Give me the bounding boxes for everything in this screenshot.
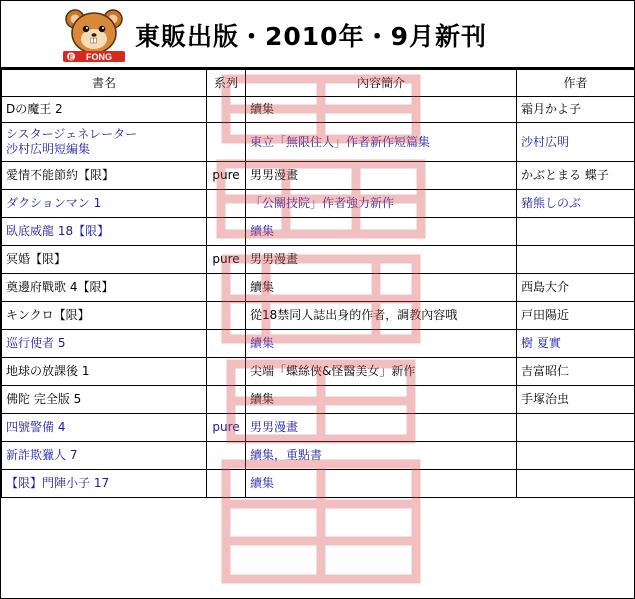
series-cell [207, 442, 246, 470]
table-row [2, 330, 635, 358]
release-table [1, 69, 635, 498]
author-cell: 霜月かよ子 [517, 97, 635, 123]
book-title-cell: シスタージェネレーター 沙村広明短編集 [2, 123, 207, 162]
author-cell: かぶとまる 蝶子 [517, 162, 635, 190]
author-cell: 戸田陽近 [517, 302, 635, 330]
description-cell: 東立「無限住人」作者新作短篇集 [246, 123, 517, 162]
column-header-title: 書名 [2, 70, 207, 97]
author-cell: 西島大介 [517, 274, 635, 302]
author-cell [517, 246, 635, 274]
book-title-cell: 新詐欺獵人 7 [2, 442, 207, 470]
series-cell [207, 97, 246, 123]
series-cell: pure [207, 162, 246, 190]
description-cell: 從18禁同人誌出身的作者，調教內容哦 [246, 302, 517, 330]
description-cell: 續集 [246, 97, 517, 123]
book-title-cell: キンクロ【限】 [2, 302, 207, 330]
table-row [2, 358, 635, 386]
book-title-cell: 奠邊府戰歌 4【限】 [2, 274, 207, 302]
description-cell: 續集，重點書 [246, 442, 517, 470]
book-title-cell: 佛陀 完全版 5 [2, 386, 207, 414]
author-cell: 吉富昭仁 [517, 358, 635, 386]
table-row [2, 442, 635, 470]
description-cell: 男男漫畫 [246, 246, 517, 274]
author-cell [517, 218, 635, 246]
author-cell [517, 470, 635, 498]
description-cell: 「公關技院」作者強力新作 [246, 190, 517, 218]
logo-text: FONG [86, 52, 112, 62]
series-cell [207, 358, 246, 386]
description-cell: 續集 [246, 470, 517, 498]
author-cell [517, 442, 635, 470]
description-cell: 續集 [246, 218, 517, 246]
series-cell [207, 302, 246, 330]
series-cell: pure [207, 414, 246, 442]
table-row [2, 246, 635, 274]
description-cell: 續集 [246, 274, 517, 302]
book-title-cell: 地球の放課後 1 [2, 358, 207, 386]
book-title-cell: 四號警備 4 [2, 414, 207, 442]
series-cell [207, 190, 246, 218]
series-cell [207, 218, 246, 246]
table-row [2, 470, 635, 498]
hamster-logo-icon [61, 7, 127, 63]
table-row [2, 218, 635, 246]
series-cell [207, 274, 246, 302]
book-title-cell: 【限】門陣小子 17 [2, 470, 207, 498]
book-title-cell: Dの魔王 2 [2, 97, 207, 123]
author-cell: 手塚治虫 [517, 386, 635, 414]
author-cell: 豬熊しのぶ [517, 190, 635, 218]
book-title-cell: 愛情不能節約【限】 [2, 162, 207, 190]
table-row [2, 386, 635, 414]
series-cell [207, 123, 246, 162]
book-title-cell: ダクションマン 1 [2, 190, 207, 218]
book-title-cell: 巡行使者 5 [2, 330, 207, 358]
description-cell: 續集 [246, 386, 517, 414]
table-row [2, 97, 635, 123]
svg-text:E: E [68, 54, 74, 62]
column-header-series: 系列 [207, 70, 246, 97]
description-cell: 續集 [246, 330, 517, 358]
author-cell: 沙村広明 [517, 123, 635, 162]
book-title-cell: 臥底威龍 18【限】 [2, 218, 207, 246]
series-cell: pure [207, 246, 246, 274]
author-cell [517, 414, 635, 442]
author-cell: 樹 夏實 [517, 330, 635, 358]
description-cell: 男男漫畫 [246, 414, 517, 442]
table-row [2, 123, 635, 162]
table-row [2, 274, 635, 302]
column-header-author: 作者 [517, 70, 635, 97]
page-title: 東販出版・2010年・9月新刊 [135, 22, 487, 51]
description-cell: 尖端「蝶絲俠&怪醫美女」新作 [246, 358, 517, 386]
header [1, 1, 634, 69]
description-cell: 男男漫畫 [246, 162, 517, 190]
series-cell [207, 330, 246, 358]
book-title-cell: 冥婚【限】 [2, 246, 207, 274]
table-row [2, 190, 635, 218]
table-row [2, 414, 635, 442]
series-cell [207, 386, 246, 414]
series-cell [207, 470, 246, 498]
column-header-description: 內容簡介 [246, 70, 517, 97]
table-row [2, 302, 635, 330]
table-row [2, 162, 635, 190]
table-header-row [2, 70, 635, 97]
